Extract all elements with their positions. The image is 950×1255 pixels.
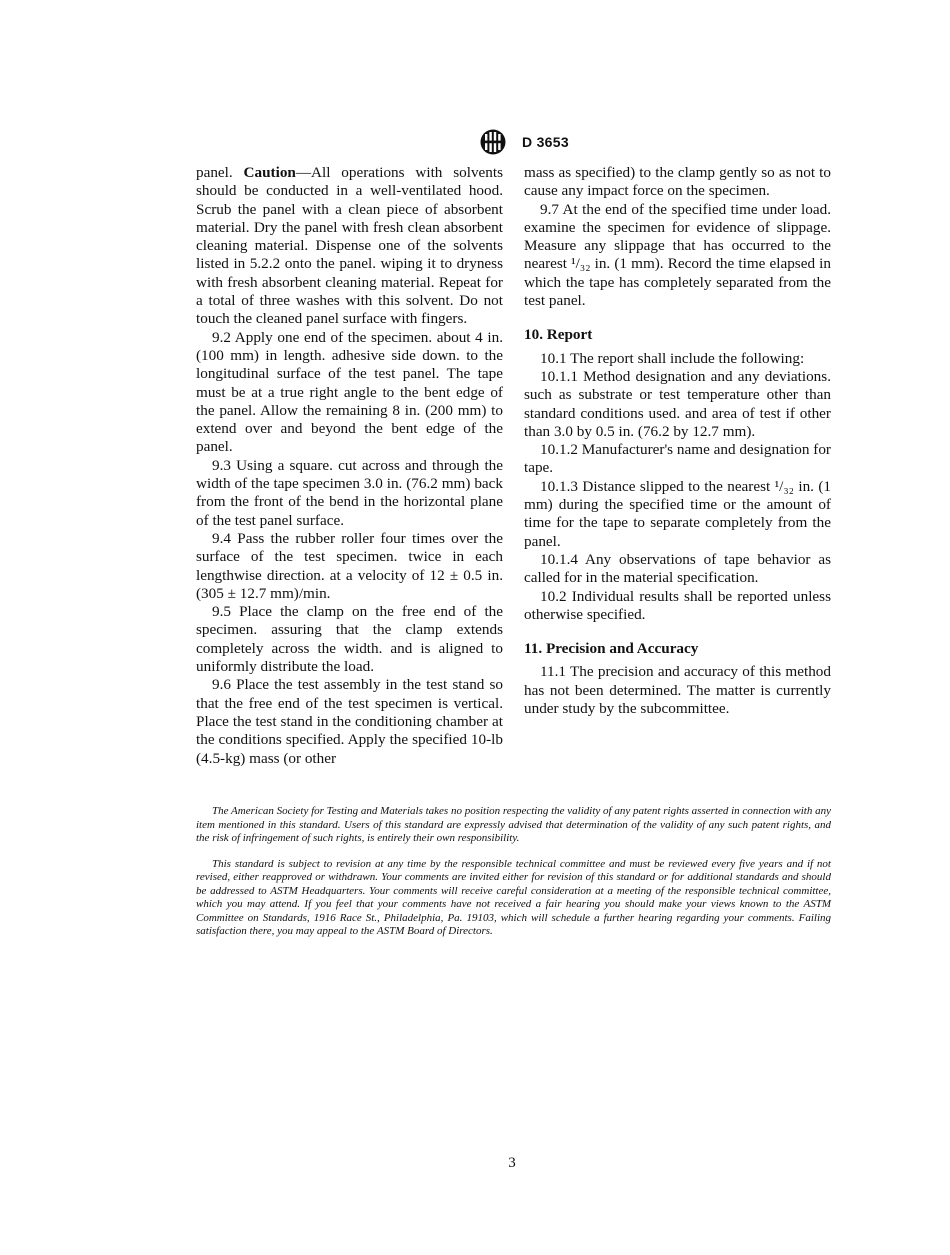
paragraph-9-7: 9.7 At the end of the specified time under load. examine the specimen for evidence of slippage. Measure any slippage that has occurred to the nearest ¹/₃₂ in. (1 mm). Record the time elapsed in which the tape has completely separated from the test panel. [524,200,831,310]
left-column [196,164,503,768]
section-heading-precision: 11. Precision and Accuracy [524,640,699,658]
section-heading-report: 10. Report [524,326,593,344]
paragraph-10-1: 10.1 The report shall include the following: [540,349,805,367]
paragraph-9-5: 9.5 Place the clamp on the free end of the specimen. assuring that the clamp extends completely across the width. and is aligned to uniformly distribute the load. [196,603,503,676]
standard-designation: D 3653 [522,134,569,150]
paragraph-rest: —All operations with solvents should be conducted in a well-ventilated hood. Scrub the panel with a clean piece of absorbent material. Dry the panel with fresh clean absorbent cleaning material. Dispense one of the solvents listed in 5.2.2 onto the panel. wiping it to dryness with fresh absorbent cleaning material. Repeat for a total of three washes with this solvent. Do not touch the cleaned panel surface with fingers. [196,164,503,328]
paragraph-start: panel. [196,164,244,181]
revision-notice: This standard is subject to revision at any time by the responsible technical committee and must be reviewed every five years and if not revised, either reapproved or withdrawn. Your comments are invited either for revision of this standard or for additional standards and should be addressed to ASTM Headquarters. Your comments will receive careful consideration at a meeting of the responsible technical committee, which you may attend. If you feel that your comments have not received a fair hearing you should make your views known to the ASTM Committee on Standards, 1916 Race St., Philadelphia, Pa. 19103, which will schedule a further hearing regarding your comments. Failing satisfaction there, you may appeal to the ASTM Board of Directors. [196,857,831,937]
astm-logo-icon [478,128,508,156]
paragraph-10-2: 10.2 Individual results shall be reported unless otherwise specified. [524,587,831,623]
page-header [478,128,569,156]
paragraph-continued: mass as specified) to the clamp gently so as not to cause any impact force on the specimen. [524,164,831,200]
caution-label: Caution [243,164,296,181]
paragraph-9-6: 9.6 Place the test assembly in the test stand so that the free end of the test specimen is vertical. Place the test stand in the conditioning chamber at the conditions specified. Apply the specified 10-lb (4.5-kg) mass (or other [196,676,503,767]
paragraph-9-3: 9.3 Using a square. cut across and through the width of the tape specimen 3.0 in. (76.2 mm) back from the front of the bend in the horizontal plane of the test panel surface. [196,456,503,529]
paragraph-9-2: 9.2 Apply one end of the specimen. about 4 in. (100 mm) in length. adhesive side down. to the longitudinal surface of the test panel. The tape must be at a true right angle to the bent edge of the panel. Allow the remaining 8 in. (200 mm) to extend over and beyond the bent edge of the panel. [196,328,503,456]
right-column [524,164,831,718]
paragraph-10-1-3: 10.1.3 Distance slipped to the nearest ¹/₃₂ in. (1 mm) during the specified time or the amount of time for the tape to separate completely from the panel. [524,477,831,550]
footnotes [196,805,831,951]
paragraph-11-1: 11.1 The precision and accuracy of this method has not been determined. The matter is currently under study by the subcommittee. [524,663,831,718]
paragraph-9-4: 9.4 Pass the rubber roller four times over the surface of the test specimen. twice in each lengthwise direction. at a velocity of 12 ± 0.5 in. (305 ± 12.7 mm)/min. [196,529,503,602]
paragraph-10-1-2: 10.1.2 Manufacturer's name and designation for tape. [524,441,831,477]
page-number: 3 [508,1155,516,1171]
paragraph-panel-cleaning [196,164,503,329]
paragraph-10-1-4: 10.1.4 Any observations of tape behavior as called for in the material specification. [524,550,831,587]
paragraph-10-1-1: 10.1.1 Method designation and any deviations. such as substrate or test temperature other than standard conditions used. and area of test if other than 3.0 by 0.5 in. (76.2 by 12.7 mm). [524,367,831,440]
patent-notice: The American Society for Testing and Materials takes no position respecting the validity of any patent rights asserted in connection with any item mentioned in this standard. Users of this standard are expressly advised that determination of the validity of any such patent rights, and the risk of infringement of such rights, is entirely their own responsibility. [196,805,831,844]
